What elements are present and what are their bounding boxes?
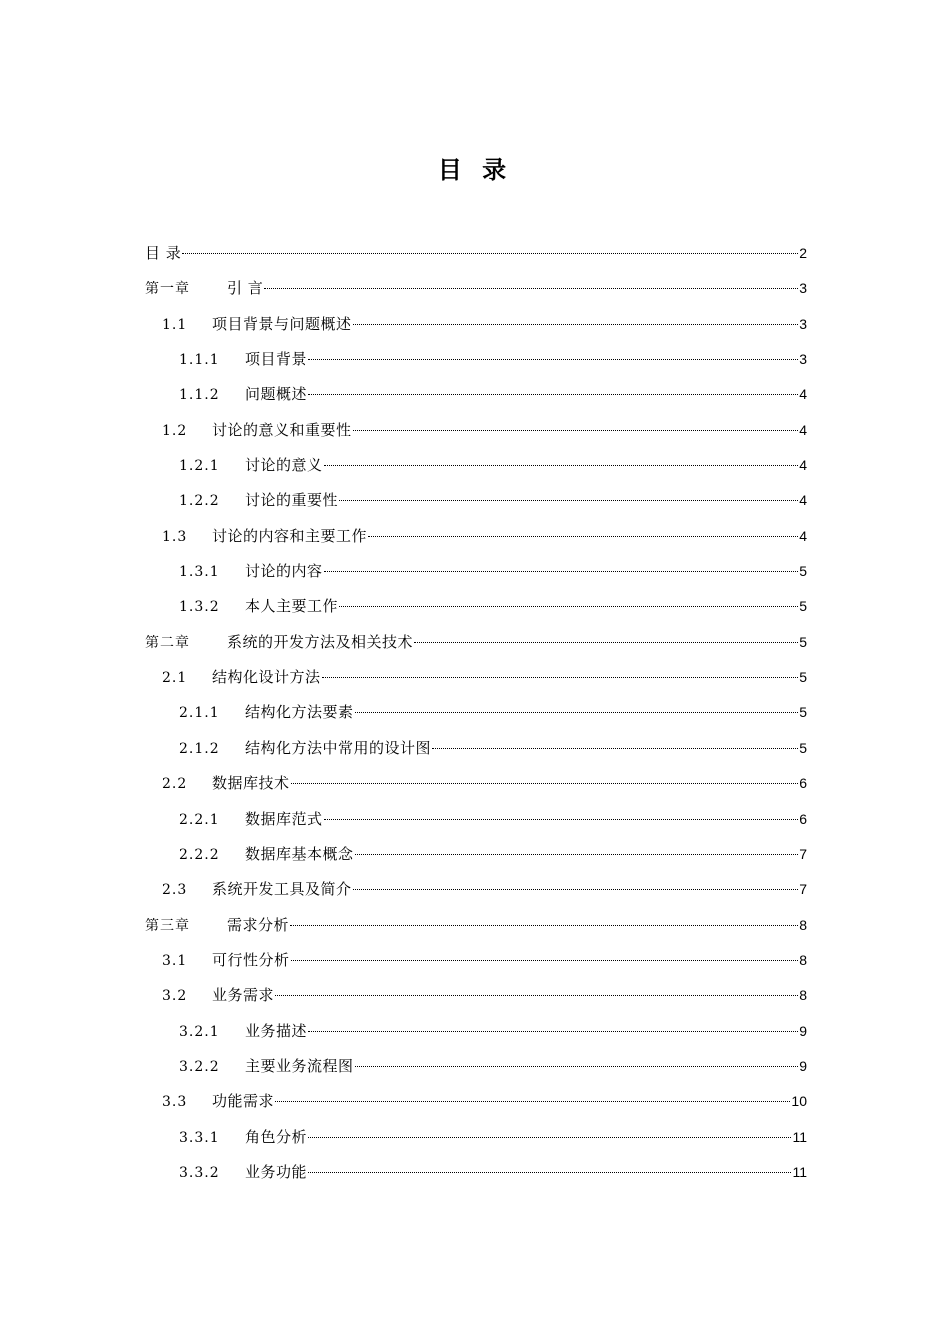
toc-entry-title: 项目背景 <box>245 350 308 369</box>
toc-dot-leader <box>322 676 799 678</box>
toc-entry-title: 需求分析 <box>227 915 290 934</box>
toc-entry[interactable] <box>145 695 807 730</box>
toc-entry-title: 结构化设计方法 <box>212 668 321 687</box>
toc-entry-page-number: 8 <box>799 916 807 933</box>
toc-entry-page-number: 6 <box>799 775 807 792</box>
toc-entry-page-number: 4 <box>799 421 807 438</box>
toc-entry-number: 2.2 <box>162 776 188 793</box>
toc-entry-page-number: 8 <box>799 987 807 1004</box>
toc-entry-title: 功能需求 <box>212 1092 275 1111</box>
toc-entry-page-number: 7 <box>799 845 807 862</box>
toc-entry-page-number: 2 <box>799 245 807 261</box>
toc-entry-title: 本人主要工作 <box>245 597 339 616</box>
toc-entry[interactable] <box>145 554 807 589</box>
toc-entry-title: 讨论的意义和重要性 <box>212 420 352 439</box>
toc-entry-title: 业务功能 <box>245 1162 308 1181</box>
toc-entry[interactable] <box>145 731 807 766</box>
toc-entry[interactable] <box>145 236 807 271</box>
toc-dot-leader <box>291 782 799 784</box>
toc-entry-title: 系统开发工具及简介 <box>212 880 352 899</box>
toc-entry-page-number: 9 <box>799 1057 807 1074</box>
toc-entry-title: 讨论的意义 <box>245 456 323 475</box>
toc-entry-title: 问题概述 <box>245 385 308 404</box>
toc-entry-page-number: 7 <box>799 881 807 898</box>
toc-entry-number: 2.1.1 <box>179 705 220 722</box>
toc-dot-leader <box>324 570 799 572</box>
toc-dot-leader <box>308 393 798 395</box>
toc-entry-title: 业务需求 <box>212 986 275 1005</box>
toc-entry[interactable] <box>145 625 807 660</box>
toc-entry[interactable] <box>145 413 807 448</box>
toc-entry[interactable] <box>145 1155 807 1190</box>
toc-entry-page-number: 5 <box>799 739 807 756</box>
toc-entry-number: 2.1 <box>162 670 188 687</box>
toc-entry[interactable] <box>145 519 807 554</box>
toc-dot-leader <box>353 323 799 325</box>
toc-dot-leader <box>275 994 798 996</box>
toc-entry[interactable] <box>145 1014 807 1049</box>
toc-entry-number: 1.3 <box>162 528 188 545</box>
toc-entry[interactable] <box>145 483 807 518</box>
toc-entry-title: 数据库技术 <box>212 774 290 793</box>
toc-dot-leader <box>339 499 798 501</box>
toc-entry-page-number: 8 <box>799 951 807 968</box>
toc-entry[interactable] <box>145 589 807 624</box>
toc-entry-title: 主要业务流程图 <box>245 1056 354 1075</box>
toc-entry-page-number: 3 <box>799 315 807 332</box>
toc-entry-page-number: 4 <box>799 527 807 544</box>
toc-dot-leader <box>339 605 798 607</box>
toc-entry-number: 3.2 <box>162 988 188 1005</box>
toc-dot-leader <box>432 747 798 749</box>
toc-entry-number: 3.2.1 <box>179 1023 220 1040</box>
toc-entry[interactable] <box>145 943 807 978</box>
toc-entry-number: 3.3 <box>162 1094 188 1111</box>
toc-entry-number: 1.3.1 <box>179 564 220 581</box>
toc-entry-number: 2.1.2 <box>179 740 220 757</box>
toc-entry-page-number: 6 <box>799 810 807 827</box>
toc-entry-number: 2.2.2 <box>179 846 220 863</box>
toc-entry-number: 1.2 <box>162 422 188 439</box>
toc-dot-leader <box>290 924 798 926</box>
toc-entry-number: 2.2.1 <box>179 811 220 828</box>
toc-entry[interactable] <box>145 872 807 907</box>
toc-entry-title: 讨论的内容和主要工作 <box>212 526 368 545</box>
toc-entry[interactable] <box>145 1120 807 1155</box>
toc-entry-page-number: 5 <box>799 598 807 615</box>
toc-entry[interactable] <box>145 1049 807 1084</box>
toc-entry-number: 3.3.1 <box>179 1129 220 1146</box>
toc-entry[interactable] <box>145 307 807 342</box>
toc-entry-number: 3.2.2 <box>179 1058 220 1075</box>
toc-entry-number: 3.3.2 <box>179 1164 220 1181</box>
toc-entry-title: 数据库范式 <box>245 809 323 828</box>
toc-entry-page-number: 4 <box>799 457 807 474</box>
toc-entry[interactable] <box>145 802 807 837</box>
toc-entry-title: 角色分析 <box>245 1127 308 1146</box>
toc-dot-leader <box>353 888 799 890</box>
toc-dot-leader <box>414 641 798 643</box>
toc-entry[interactable] <box>145 1084 807 1119</box>
toc-entry-page-number: 10 <box>791 1093 807 1110</box>
toc-dot-leader <box>324 818 799 820</box>
toc-entry-title: 可行性分析 <box>212 950 290 969</box>
toc-entry-title: 数据库基本概念 <box>245 844 354 863</box>
toc-entry-page-number: 4 <box>799 492 807 509</box>
toc-entry[interactable] <box>145 448 807 483</box>
toc-entry-number: 1.1.1 <box>179 352 220 369</box>
toc-entry-number: 第三章 <box>145 917 190 934</box>
page-title: 目 录 <box>437 156 513 184</box>
toc-dot-leader <box>368 535 798 537</box>
toc-entry-page-number: 5 <box>799 704 807 721</box>
toc-entry-title: 结构化方法要素 <box>245 703 354 722</box>
toc-dot-leader <box>291 959 799 961</box>
toc-entry-number: 第一章 <box>145 281 190 298</box>
toc-dot-leader <box>324 464 799 466</box>
toc-entry-page-number: 9 <box>799 1022 807 1039</box>
toc-entry-title: 系统的开发方法及相关技术 <box>227 632 414 651</box>
toc-entry-title: 讨论的内容 <box>245 562 323 581</box>
toc-entry[interactable] <box>145 766 807 801</box>
toc-entry-number: 2.3 <box>162 882 188 899</box>
toc-entry[interactable] <box>145 377 807 412</box>
toc-entry-page-number: 11 <box>792 1128 807 1145</box>
table-of-contents <box>145 236 807 1190</box>
toc-entry[interactable] <box>145 978 807 1013</box>
toc-entry-title: 讨论的重要性 <box>245 491 339 510</box>
toc-entry-page-number: 5 <box>799 633 807 650</box>
toc-dot-leader <box>353 429 799 431</box>
toc-entry-number: 3.1 <box>162 952 188 969</box>
toc-entry[interactable] <box>145 660 807 695</box>
toc-entry-title: 业务描述 <box>245 1021 308 1040</box>
toc-dot-leader <box>355 1065 799 1067</box>
toc-entry-number: 1.2.1 <box>179 458 220 475</box>
toc-entry-page-number: 3 <box>799 280 807 297</box>
toc-entry-page-number: 5 <box>799 669 807 686</box>
toc-entry[interactable] <box>145 837 807 872</box>
toc-entry-title: 引 言 <box>227 279 264 298</box>
toc-entry-number: 1.1.2 <box>179 387 220 404</box>
toc-entry[interactable] <box>145 342 807 377</box>
toc-dot-leader <box>355 711 799 713</box>
toc-entry-number: 1.1 <box>162 316 188 333</box>
toc-entry-page-number: 4 <box>799 386 807 403</box>
toc-dot-leader <box>355 853 799 855</box>
toc-entry-title: 目 录 <box>145 244 182 262</box>
toc-dot-leader <box>275 1100 790 1102</box>
toc-dot-leader <box>308 1136 791 1138</box>
toc-entry-page-number: 3 <box>799 351 807 368</box>
toc-entry[interactable] <box>145 271 807 306</box>
toc-entry-title: 项目背景与问题概述 <box>212 314 352 333</box>
toc-dot-leader <box>182 252 798 254</box>
toc-entry-number: 第二章 <box>145 634 190 651</box>
toc-entry-number: 1.3.2 <box>179 599 220 616</box>
toc-dot-leader <box>308 358 798 360</box>
toc-entry[interactable] <box>145 908 807 943</box>
toc-entry-number: 1.2.2 <box>179 493 220 510</box>
toc-entry-page-number: 11 <box>792 1163 807 1180</box>
toc-dot-leader <box>308 1030 798 1032</box>
toc-entry-page-number: 5 <box>799 563 807 580</box>
toc-entry-title: 结构化方法中常用的设计图 <box>245 738 432 757</box>
toc-dot-leader <box>264 287 798 289</box>
toc-dot-leader <box>308 1171 791 1173</box>
